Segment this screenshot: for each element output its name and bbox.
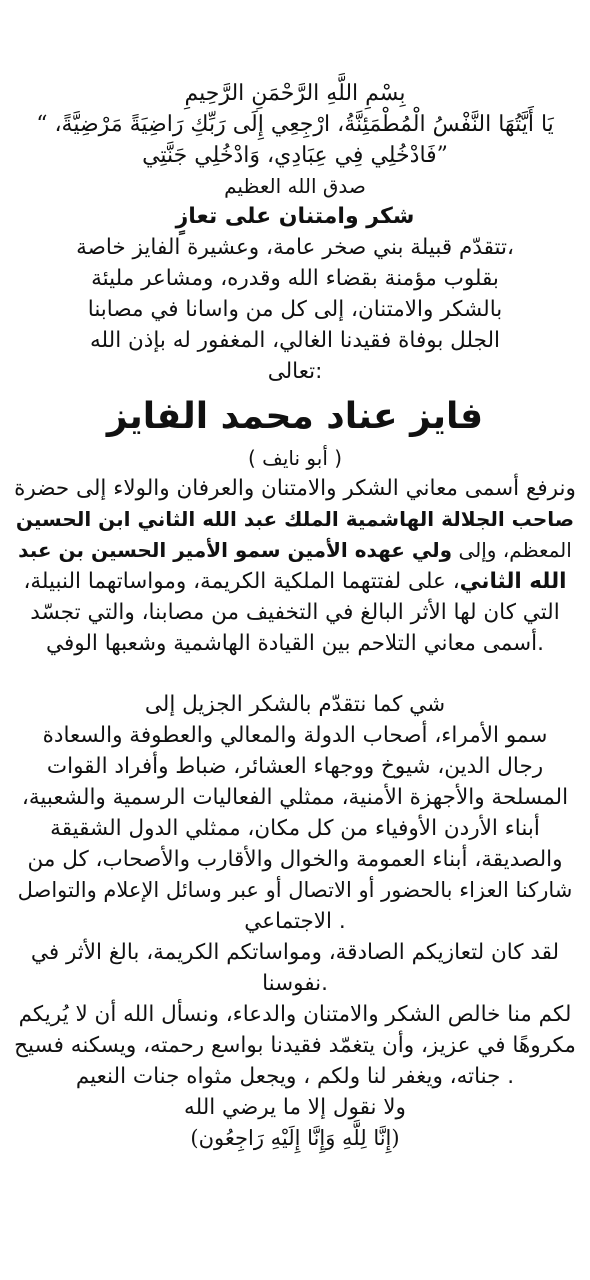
intro-line: بقلوب مؤمنة بقضاء الله وقدره، ومشاعر مليئة (91, 266, 499, 291)
royal-thanks-paragraph (12, 473, 578, 659)
thanks-line: لقد كان لتعازيكم الصادقة، ومواساتكم الكريمة، بالغ الأثر في (30, 940, 560, 965)
thanks-line: لكم منا خالص الشكر والامتنان والدعاء، ونسأل الله أن لا يُريكم (18, 1002, 572, 1027)
thanks-line: والصديقة، أبناء العمومة والخوال والأقارب والأصحاب، كل من (27, 847, 563, 872)
thanks-line: سمو الأمراء، أصحاب الدولة والمعالي والعطوفة والسعادة (42, 723, 548, 748)
deceased-aka: ( أبو نايف ) (247, 446, 343, 470)
closing-ayah: (إِنَّا لِلَّهِ وَإِنَّا إِلَيْهِ رَاجِعُون) (190, 1126, 400, 1150)
intro-paragraph (12, 232, 578, 387)
crown-prince-title-end: الله الثاني (459, 569, 567, 594)
thanks-line: أبناء الأردن الأوفياء من كل مكان، ممثلي الدول الشقيقة (50, 816, 540, 841)
ayah-line-1: يَا أَيَّتُهَا النَّفْسُ الْمُطْمَئِنَّةُ، ارْجِعِي إِلَى رَبِّكِ رَاضِيَةً مَرْضِيَّةً، “ (36, 112, 554, 137)
royal-line-gesture (12, 566, 578, 597)
intro-line: الجلل بوفاة فقيدنا الغالي، المغفور له بإذن الله (90, 328, 500, 353)
royal-line-king: صاحب الجلالة الهاشمية الملك عبد الله الثاني ابن الحسين (15, 507, 575, 531)
thanks-line: المسلحة والأجهزة الأمنية، ممثلي الفعاليات الرسمية والشعبية، (21, 785, 569, 810)
intro-line: :تعالى (267, 359, 323, 384)
thanks-line: . جناته، ويغفر لنا ولكم ، ويجعل مثواه جنات النعيم (75, 1064, 515, 1089)
royal-line: التي كان لها الأثر البالغ في التخفيف من مصابنا، والتي تجسّد (30, 600, 560, 625)
intro-line: بالشكر والامتنان، إلى كل من واسانا في مصابنا (87, 297, 503, 322)
royal-line: .أسمى معاني التلاحم بين القيادة الهاشمية وشعبها الوفي (46, 631, 544, 656)
royal-text: المعظم، وإلى (452, 538, 572, 562)
royal-line: ونرفع أسمى معاني الشكر والامتنان والعرفان والولاء إلى حضرة (14, 476, 576, 501)
intro-line: ،تتقدّم قبيلة بني صخر عامة، وعشيرة الفايز خاصة (76, 235, 514, 260)
thanks-line: ولا نقول إلا ما يرضي الله (184, 1095, 406, 1120)
deceased-name: فايز عناد محمد الفايز (106, 396, 484, 437)
royal-text: ، على لفتتهما الملكية الكريمة، ومواساتهما النبيلة، (23, 569, 460, 594)
thanks-line: شي كما نتقدّم بالشكر الجزيل إلى (144, 692, 446, 717)
thanks-line: رجال الدين، شيوخ ووجهاء العشائر، ضباط وأفراد القوات (46, 754, 544, 779)
ayah-line-2: ”فَادْخُلِي فِي عِبَادِي، وَادْخُلِي جَنَّتِي (142, 143, 448, 168)
general-thanks-paragraph (12, 689, 578, 1123)
sadaq-allah: صدق الله العظيم (224, 174, 366, 198)
royal-line-crown-prince (12, 535, 578, 566)
basmala: بِسْمِ اللَّهِ الرَّحْمَنِ الرَّحِيمِ (184, 81, 406, 106)
paragraph-gap (12, 659, 578, 689)
thanks-line: .نفوسنا (262, 971, 328, 996)
notice-heading: شكر وامتنان على تعازٍ (175, 204, 415, 229)
thanks-line: . الاجتماعي (244, 909, 346, 934)
thanks-line: مكروهًا في عزيز، وأن يتغمّد فقيدنا بواسع رحمته، ويسكنه فسيح (14, 1033, 576, 1058)
crown-prince-title: ولي عهده الأمين سمو الأمير الحسين بن عبد (18, 538, 453, 562)
thanks-line: شاركنا العزاء بالحضور أو الاتصال أو عبر وسائل الإعلام والتواصل (17, 878, 573, 902)
